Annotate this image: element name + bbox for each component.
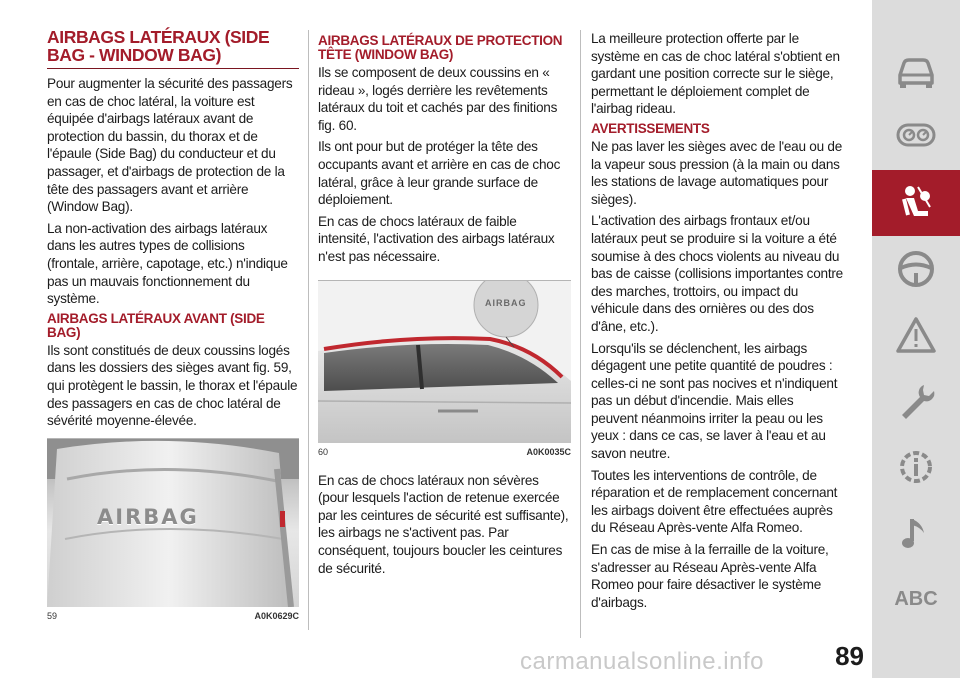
sidebar-item-car[interactable] xyxy=(872,38,960,104)
gear-info-icon xyxy=(894,445,938,489)
paragraph: Toutes les interventions de contrôle, de réparation et de remplacement concernant les airbags doivent être effectuées auprès du Réseau Après-vente Alfa Romeo. xyxy=(591,467,838,536)
sidebar-item-technical[interactable] xyxy=(872,434,960,500)
paragraph: L'activation des airbags frontaux et/ou latéraux peut se produire si la voiture a été soumise à des chocs violents au niveau du bas de caisse (collisions importantes contre des marches, trottoirs, ou impact du véhicule dans des ornières ou des dos d'âne, etc.). xyxy=(591,213,843,334)
sidebar-item-maintenance[interactable] xyxy=(872,368,960,434)
paragraph: Pour augmenter la sécurité des passagers en cas de choc latéral, la voiture est équipée d'airbags latéraux avant de protection du bassin, du thorax et de l'épaule (Side Bag) du conducteur et du passager, et d'airbags de protection de la tête des passagers avant et arrière (Window Bag). xyxy=(47,76,293,215)
paragraph: En cas de chocs latéraux non sévères (pour lesquels l'action de retenue exercée par les ceintures de sécurité est suffisante), les airbags ne s'activent pas. Par conséquent, toujours boucler les ceintures de sécurité. xyxy=(318,472,569,576)
airbag-label: AIRBAG xyxy=(97,504,199,529)
page-number: 89 xyxy=(835,641,864,671)
paragraph: La meilleure protection offerte par le système en cas de choc latéral s'obtient en gardant une position correcte sur le siège, permettant le déploiement complet de l'airbag rideau. xyxy=(591,31,840,117)
wrench-icon xyxy=(894,379,938,423)
figure-number: 59 xyxy=(47,610,58,621)
subsection-title: AIRBAGS LATÉRAUX DE PROTECTION TÊTE (WINDOW BAG) xyxy=(318,33,563,62)
column-middle xyxy=(318,34,571,581)
window-bag-image xyxy=(318,281,571,443)
sidebar-item-dashboard[interactable] xyxy=(872,102,960,168)
paragraph: En cas de mise à la ferraille de la voiture, s'adresser au Réseau Après-vente Alfa Romeo pour faire désactiver le système d'airbags. xyxy=(591,542,829,610)
section-title: AIRBAGS LATÉRAUX (SIDE BAG - WINDOW BAG) xyxy=(47,28,299,69)
safety-occupant-icon xyxy=(894,181,938,225)
paragraph: Lorsqu'ils se déclenchent, les airbags dégagent une petite quantité de poudres : celles-ci ne sont pas nocives et n'indiquent pas un début d'incendie. Mais elles peuvent néanmoins irriter la peau ou les yeux : dans ce cas, se laver à l'eau et au savon neutre. xyxy=(591,340,838,462)
column-right xyxy=(591,30,843,615)
subsection-title: AVERTISSEMENTS xyxy=(591,120,710,136)
figure-code: A0K0629C xyxy=(254,610,299,621)
warning-triangle-icon xyxy=(894,313,938,357)
sidebar-item-safety[interactable] xyxy=(872,170,960,236)
paragraph: En cas de chocs latéraux de faible intensité, l'activation des airbags latéraux n'est pas nécessaire. xyxy=(318,213,555,264)
figure-caption xyxy=(318,443,571,458)
paragraph: La non-activation des airbags latéraux dans les autres types de collisions (frontale, arrière, capotage, etc.) n'indique pas un mauvais fonctionnement du système. xyxy=(47,220,288,307)
airbag-label: AIRBAG xyxy=(485,297,527,308)
seat-airbag-image xyxy=(47,439,299,607)
subsection-title: AIRBAGS LATÉRAUX AVANT (SIDE BAG) xyxy=(47,310,265,340)
paragraph: Ils ont pour but de protéger la tête des occupants avant et arrière en cas de choc latéral, grâce à leur grande surface de déploiement. xyxy=(318,139,561,208)
music-note-icon xyxy=(894,511,938,555)
paragraph: Ils sont constitués de deux coussins logés dans les dossiers des sièges avant fig. 59, qui protègent le bassin, le thorax et l'épaule des passagers en cas de choc latéral de sévérité moyenne-élevée. xyxy=(47,342,298,429)
sidebar-item-multimedia[interactable] xyxy=(872,500,960,566)
dashboard-icon xyxy=(894,113,938,157)
watermark: carmanualsonline.info xyxy=(520,648,764,675)
sidebar-item-steering[interactable] xyxy=(872,236,960,302)
column-divider xyxy=(580,30,581,638)
index-label: ABC xyxy=(894,587,938,610)
figure-59 xyxy=(47,438,299,622)
figure-60 xyxy=(318,280,571,458)
steering-wheel-icon xyxy=(894,247,938,291)
car-icon xyxy=(894,49,938,93)
paragraph: Ne pas laver les sièges avec de l'eau ou de la vapeur sous pression (à la main ou dans les stations de lavage automatiques pour sièges). xyxy=(591,138,843,207)
figure-code: A0K0035C xyxy=(526,446,571,457)
sidebar-item-index[interactable] xyxy=(872,566,960,632)
column-left xyxy=(47,28,299,622)
chapter-sidebar xyxy=(872,0,960,678)
sidebar-item-warning[interactable] xyxy=(872,302,960,368)
figure-caption xyxy=(47,607,299,622)
figure-number: 60 xyxy=(318,446,329,457)
column-divider xyxy=(308,30,309,630)
paragraph: Ils se composent de deux coussins en « rideau », logés derrière les revêtements latéraux du toit et cachés par des finitions fig. 60. xyxy=(318,65,558,133)
